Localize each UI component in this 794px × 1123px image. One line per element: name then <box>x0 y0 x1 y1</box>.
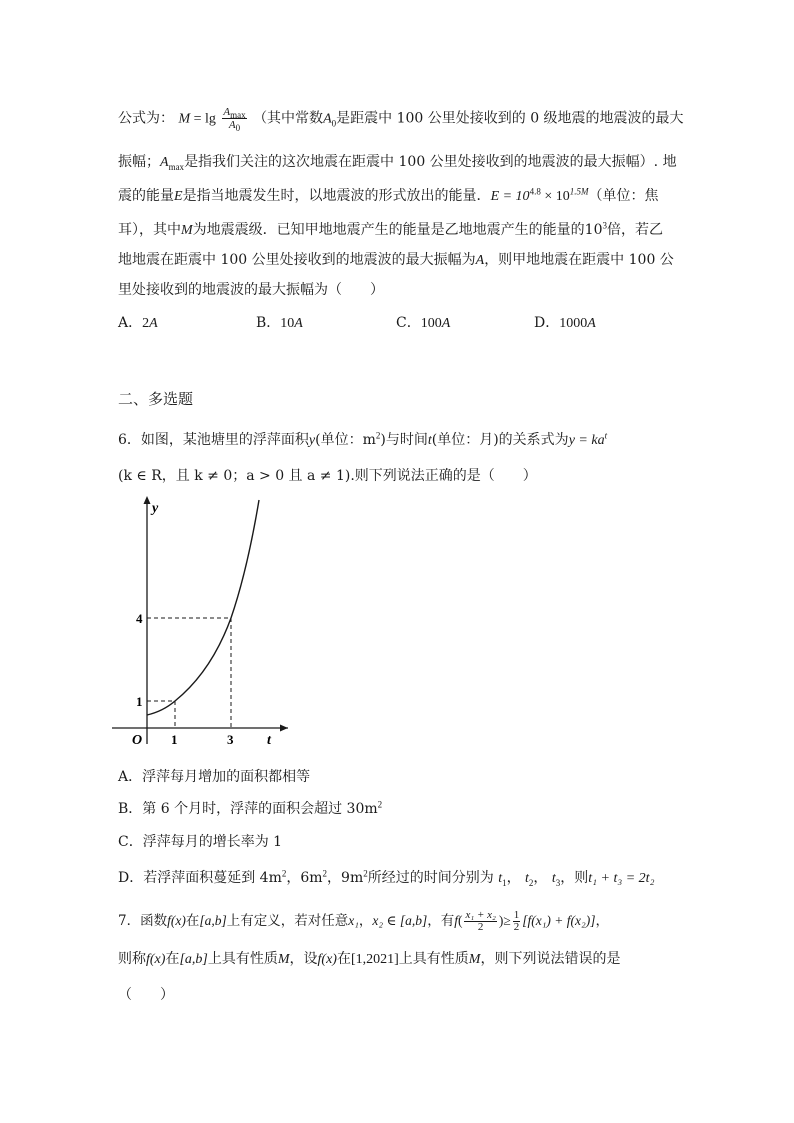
q5-formula-m: M <box>178 111 191 127</box>
q5-e-var: E <box>174 189 183 204</box>
q7-line1: 7．函数f(x)在[a,b]上有定义，若对任意x₁，x₂ ∈ [a,b]，有f( $\frac{\text{x₁ + x₂}}{2}$ )≥ $\frac{1}{2}$ [f(x₁) + f(x₂)]， <box>118 909 609 933</box>
q6-t2: t <box>525 871 529 886</box>
q7-mid-fraction <box>464 910 496 933</box>
option-value: 100 <box>420 316 442 331</box>
q7-line2 <box>118 950 620 969</box>
q7-line2-a: 则称 <box>118 951 146 967</box>
q5-line3 <box>118 187 658 206</box>
q7-fx: f(x) <box>167 913 186 928</box>
q6-line1-b: (单位：m <box>315 432 376 448</box>
q5-line2-head: 振幅； <box>118 154 160 170</box>
option-value: 10 <box>280 316 295 331</box>
q5-line4-end: 倍，若乙 <box>607 222 663 238</box>
q5-frac-num: A <box>223 106 231 118</box>
q5-line1-text-b: 是距震中 100 公里处接收到的 0 级地震的地震波的最大 <box>336 110 684 127</box>
y-axis-label: y <box>152 501 159 516</box>
q5-line5-head: 地地震在距震中 100 公里处接收到的地震波的最大振幅为 <box>118 252 476 268</box>
q5-line3-tail: （单位：焦 <box>588 188 659 204</box>
q7-line2-c: 上具有性质 <box>207 951 278 967</box>
q7-ineq-rhs: [f(x₁) + f(x₂)] <box>522 913 596 928</box>
q7-line1-end: ， <box>595 913 609 929</box>
q7-line2-f: 上具有性质 <box>398 951 469 967</box>
option-letter: B． <box>256 315 281 331</box>
q7-x1: x₁ <box>348 913 359 928</box>
q6-line1-sup: 2 <box>375 430 381 441</box>
q5-frac-den-sub: 0 <box>235 123 241 134</box>
q5-option-a[interactable] <box>118 312 158 332</box>
q5-line6 <box>118 281 384 299</box>
q7-line2-e: 在 <box>336 951 351 967</box>
q7-mid-den: 2 <box>477 921 484 933</box>
y-tick-4: 4 <box>136 611 143 626</box>
q6-t1-sub: 1 <box>502 877 507 888</box>
q6-option-b-text: B．第 6 个月时，浮萍的面积会超过 30m <box>118 801 378 817</box>
q6-formula: y = ka <box>568 433 605 448</box>
q5-frac-num-sub: max <box>230 110 246 121</box>
q7-geq: ≥ <box>503 913 511 928</box>
q7-ineq-f: f <box>454 913 458 928</box>
q5-energy-formula: E = 10 <box>490 189 530 204</box>
q6-option-a[interactable] <box>118 768 310 786</box>
q6-option-b[interactable] <box>118 800 382 818</box>
q5-a-var: A <box>475 253 485 268</box>
q6-line1-c: )与时间 <box>380 432 428 448</box>
origin-label: O <box>132 733 143 746</box>
q6-formula-sup: t <box>604 430 608 441</box>
q6-option-d-e: ，则 <box>560 870 589 886</box>
q5-line5-tail: ，则甲地地震在距震中 100 公 <box>484 252 674 268</box>
q5-line3-mid: 是指当地震发生时，以地震波的形式放出的能量． <box>182 188 491 204</box>
q6-graph <box>112 494 292 746</box>
q7-line2-d: ，设 <box>289 951 318 967</box>
q6-option-d-s3: 2 <box>363 868 368 879</box>
option-var: A <box>294 316 303 331</box>
q5-line4-tail: 为地震震级．已知甲地地震产生的能量是乙地地震产生的能量的10 <box>192 222 603 238</box>
q6-option-d-b: ，6m <box>286 870 323 886</box>
q7-half-den: 2 <box>513 921 520 933</box>
q5-exp1: 4.8 <box>529 186 541 197</box>
q5-line4-sup: 3 <box>602 220 607 231</box>
q7-half-num: 1 <box>513 909 520 921</box>
q6-line1-d: (单位：月)的关系式为 <box>431 432 569 448</box>
q6-t1: t <box>498 871 503 886</box>
q5-frac-den: A <box>228 119 236 131</box>
q6-t3: t <box>551 871 556 886</box>
q7-line2-fx2: f(x) <box>317 952 337 967</box>
q6-t-var: t <box>427 433 432 448</box>
q6-option-d-eq: t₁ + t₃ = 2t₂ <box>588 871 655 886</box>
q7-mid-num: x₁ + x₂ <box>465 909 496 921</box>
q7-line2-g: ，则下列说法错误的是 <box>480 951 621 967</box>
q5-formula-prefix: 公式为： <box>118 110 174 127</box>
q5-line6-text: 里处接收到的地震波的最大振幅为（ ） <box>118 282 384 298</box>
q6-line2-text: (k ∈ R，且 k ≠ 0；a > 0 且 a ≠ 1).则下列说法正确的是（ ） <box>118 468 537 484</box>
q5-formula-eq: = lg <box>190 111 216 127</box>
q5-exp2: 1.5M <box>569 186 589 197</box>
q6-y-var: y <box>308 433 316 448</box>
q6-option-a-text: A．浮萍每月增加的面积都相等 <box>118 769 311 785</box>
q5-option-c[interactable] <box>396 312 450 332</box>
q6-option-d-d: 所经过的时间分别为 <box>367 870 494 886</box>
option-value: 1000 <box>559 316 588 331</box>
x-tick-1: 1 <box>171 732 178 746</box>
q7-line2-b: 在 <box>165 951 180 967</box>
option-letter: A． <box>118 315 143 331</box>
q7-line1-b: 在 <box>185 913 200 929</box>
q5-line2-tail: 是指我们关注的这次地震在距震中 100 公里处接收到的地震波的最大振幅）. 地 <box>184 154 677 170</box>
q5-formula-fraction <box>222 106 246 134</box>
option-letter: C． <box>396 315 421 331</box>
q7-line3 <box>118 986 174 1004</box>
q6-t3-sub: 3 <box>555 877 561 888</box>
q6-option-b-sup: 2 <box>377 799 383 810</box>
q6-option-d[interactable]: D．若浮萍面积蔓延到 $4m^2$，$6m^2$，$9m^2$所经过的时间分别为 $t_1$， $t_2$， $t_3$，则t₁ + t₃ = 2t₂ <box>118 868 655 888</box>
q7-x2: x₂ ∈ [a,b] <box>372 913 428 928</box>
q6-option-d-s2: 2 <box>322 868 328 879</box>
y-tick-1: 1 <box>136 694 143 709</box>
q6-option-c-text: C．浮萍每月的增长率为 1 <box>118 834 283 850</box>
option-letter: D． <box>534 315 560 331</box>
q7-line3-text: （ ） <box>118 987 174 1003</box>
q5-option-b[interactable] <box>256 312 303 332</box>
q7-line1-d: ， <box>358 913 373 929</box>
q7-line2-m: M <box>277 952 290 967</box>
q6-line1 <box>118 431 607 450</box>
q7-line1-e: ，有 <box>427 913 455 929</box>
q6-option-d-s1: 2 <box>281 868 287 879</box>
q7-line2-m2: M <box>468 952 481 967</box>
q5-option-d[interactable] <box>534 312 596 332</box>
q5-a0-sub: 0 <box>331 118 337 129</box>
q5-line2 <box>118 153 677 172</box>
q5-line5 <box>118 251 674 270</box>
q5-line4-head: 耳），其中 <box>118 222 181 238</box>
q6-line2 <box>118 467 537 485</box>
x-axis-arrow <box>280 725 288 732</box>
section-title: 二、多选题 <box>118 390 194 408</box>
q6-option-c[interactable] <box>118 833 282 851</box>
q7-line2-ab: [a,b] <box>179 952 208 967</box>
option-value: 2 <box>142 316 150 331</box>
option-var: A <box>587 316 596 331</box>
q6-option-d-c: ，9m <box>327 870 364 886</box>
q5-m-var: M <box>181 223 193 238</box>
q7-line1-c: 上有定义，若对任意 <box>226 913 349 929</box>
q7-line1-a: 7．函数 <box>118 913 168 929</box>
q5-line4 <box>118 221 663 240</box>
q6-option-d-a: D．若浮萍面积蔓延到 4m <box>118 870 282 886</box>
q6-t2-sub: 2 <box>528 877 534 888</box>
x-axis-label: t <box>267 733 271 746</box>
q5-formula-line <box>118 106 684 134</box>
q5-times: × 10 <box>540 189 570 204</box>
option-var: A <box>441 316 451 331</box>
q5-a0: A <box>323 111 332 127</box>
q5-line1-text-a: （其中常数 <box>253 110 324 127</box>
exponential-curve <box>147 500 259 715</box>
x-tick-3: 3 <box>227 732 234 746</box>
q5-line3-head: 震的能量 <box>118 188 174 204</box>
q7-line2-interval: [1,2021] <box>350 952 399 967</box>
q7-ab: [a,b] <box>199 913 227 928</box>
y-axis-arrow <box>144 496 151 504</box>
q7-half-fraction <box>513 910 521 933</box>
q7-line2-fx: f(x) <box>146 952 166 967</box>
option-var: A <box>149 316 158 331</box>
q5-amax-sub: max <box>168 161 185 172</box>
q5-amax: A <box>160 155 169 170</box>
q6-line1-a: 6．如图，某池塘里的浮萍面积 <box>118 432 309 448</box>
